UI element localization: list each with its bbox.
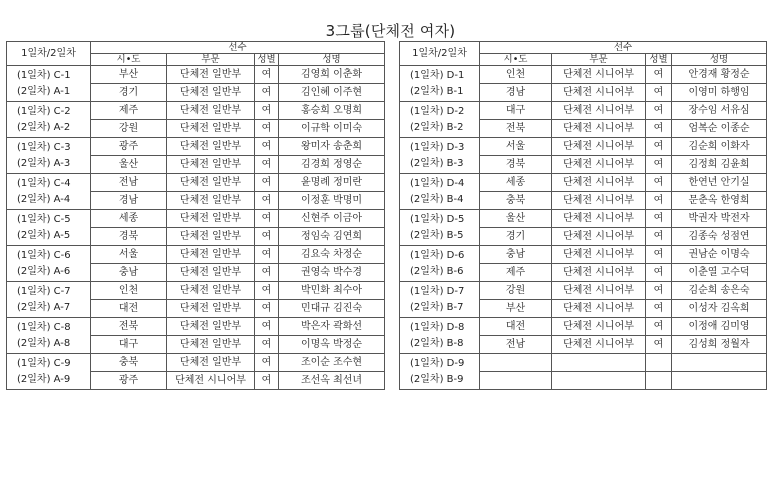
day2-slot: (2일차) B-8 [410, 337, 464, 349]
name-cell: 정임숙 김연희 [279, 228, 385, 246]
region-cell: 부산 [480, 300, 552, 318]
region-cell: 강원 [480, 282, 552, 300]
name-cell: 김순희 이화자 [672, 138, 767, 156]
name-cell: 윤명례 정미란 [279, 174, 385, 192]
name-cell: 신현주 이금아 [279, 210, 385, 228]
table-row [400, 174, 767, 192]
right-bracket-table [399, 41, 767, 390]
category-cell: 단체전 일반부 [167, 102, 255, 120]
day2-slot: (2일차) B-9 [410, 373, 464, 385]
gender-cell: 여 [646, 174, 672, 192]
day2-slot: (2일차) B-5 [410, 229, 464, 241]
region-cell: 인천 [480, 66, 552, 84]
day2-slot: (2일차) A-7 [17, 301, 71, 313]
day2-slot: (2일차) A-8 [17, 337, 71, 349]
match-slot-cell [7, 66, 91, 102]
region-cell: 경남 [91, 192, 167, 210]
table-row [400, 354, 767, 372]
day2-slot: (2일차) A-5 [17, 229, 71, 241]
region-cell: 울산 [91, 156, 167, 174]
day2-slot: (2일차) A-2 [17, 121, 71, 133]
gender-cell: 여 [646, 318, 672, 336]
day1-slot: (1일차) D-3 [410, 141, 465, 153]
name-cell: 김정희 김윤희 [672, 156, 767, 174]
gender-cell: 여 [255, 372, 279, 390]
region-cell: 강원 [91, 120, 167, 138]
page-title: 3그룹(단체전 여자) [325, 22, 456, 40]
region-cell: 대구 [91, 336, 167, 354]
table-row [7, 354, 385, 372]
category-cell: 단체전 일반부 [167, 84, 255, 102]
day1-slot: (1일차) C-6 [17, 249, 71, 261]
day2-slot: (2일차) A-6 [17, 265, 71, 277]
gender-cell: 여 [255, 282, 279, 300]
name-cell: 김종숙 성점연 [672, 228, 767, 246]
region-cell: 경북 [91, 228, 167, 246]
name-cell [672, 354, 767, 372]
name-cell: 김요숙 차정순 [279, 246, 385, 264]
gender-cell: 여 [255, 228, 279, 246]
category-cell [552, 372, 646, 390]
category-cell: 단체전 시니어부 [552, 192, 646, 210]
name-cell: 김인혜 이주현 [279, 84, 385, 102]
gender-cell: 여 [646, 228, 672, 246]
name-cell: 김영희 이춘화 [279, 66, 385, 84]
category-cell: 단체전 시니어부 [552, 210, 646, 228]
match-slot-cell [7, 246, 91, 282]
name-cell: 조이순 조수현 [279, 354, 385, 372]
category-cell: 단체전 일반부 [167, 174, 255, 192]
category-cell: 단체전 시니어부 [552, 102, 646, 120]
category-cell: 단체전 일반부 [167, 282, 255, 300]
table-row [400, 246, 767, 264]
table-row [400, 210, 767, 228]
match-slot-cell [400, 246, 480, 282]
match-slot-cell [7, 282, 91, 318]
gender-cell: 여 [646, 156, 672, 174]
region-cell: 대구 [480, 102, 552, 120]
category-cell [552, 354, 646, 372]
match-slot-cell [400, 66, 480, 102]
table-row [7, 138, 385, 156]
table-row [7, 282, 385, 300]
gender-cell: 여 [255, 156, 279, 174]
region-cell: 세종 [480, 174, 552, 192]
day1-slot: (1일차) D-7 [410, 285, 465, 297]
day2-slot: (2일차) B-3 [410, 157, 464, 169]
category-cell: 단체전 시니어부 [552, 300, 646, 318]
category-cell: 단체전 일반부 [167, 120, 255, 138]
category-cell: 단체전 일반부 [167, 336, 255, 354]
match-slot-cell [7, 354, 91, 390]
day2-slot: (2일차) B-4 [410, 193, 464, 205]
name-cell: 이성자 김옥희 [672, 300, 767, 318]
name-header: 성명 [672, 54, 767, 66]
name-cell: 이정애 김미영 [672, 318, 767, 336]
region-cell [480, 372, 552, 390]
name-cell: 김경희 정영순 [279, 156, 385, 174]
table-row [400, 66, 767, 84]
region-cell: 전북 [480, 120, 552, 138]
day1-slot: (1일차) D-8 [410, 321, 465, 333]
gender-cell: 여 [255, 336, 279, 354]
gender-cell: 여 [255, 192, 279, 210]
name-cell [672, 372, 767, 390]
category-header: 부문 [167, 54, 255, 66]
category-cell: 단체전 시니어부 [552, 174, 646, 192]
match-slot-cell [400, 318, 480, 354]
gender-cell: 여 [255, 300, 279, 318]
region-cell: 전북 [91, 318, 167, 336]
name-cell: 민대규 김진숙 [279, 300, 385, 318]
name-cell: 이영미 하행임 [672, 84, 767, 102]
day1-slot: (1일차) D-6 [410, 249, 465, 261]
region-cell: 인천 [91, 282, 167, 300]
region-header: 시•도 [91, 54, 167, 66]
gender-cell: 여 [646, 246, 672, 264]
day2-slot: (2일차) B-1 [410, 85, 464, 97]
day2-slot: (2일차) A-9 [17, 373, 71, 385]
day1-slot: (1일차) C-5 [17, 213, 71, 225]
table-row [7, 66, 385, 84]
day2-slot: (2일차) A-3 [17, 157, 71, 169]
table-row [400, 318, 767, 336]
category-cell: 단체전 시니어부 [552, 228, 646, 246]
match-slot-cell [400, 282, 480, 318]
name-cell: 이정훈 박명미 [279, 192, 385, 210]
gender-cell: 여 [646, 84, 672, 102]
gender-cell: 여 [646, 120, 672, 138]
player-header: 선수 [480, 42, 767, 54]
table-row [7, 318, 385, 336]
gender-cell: 여 [646, 192, 672, 210]
name-header: 성명 [279, 54, 385, 66]
gender-cell: 여 [255, 84, 279, 102]
region-cell: 제주 [91, 102, 167, 120]
region-cell: 울산 [480, 210, 552, 228]
category-cell: 단체전 시니어부 [167, 372, 255, 390]
name-cell: 한연년 안기실 [672, 174, 767, 192]
category-cell: 단체전 일반부 [167, 228, 255, 246]
name-cell: 박권자 박전자 [672, 210, 767, 228]
category-cell: 단체전 일반부 [167, 246, 255, 264]
region-cell: 대전 [480, 318, 552, 336]
day2-slot: (2일차) B-2 [410, 121, 464, 133]
category-cell: 단체전 시니어부 [552, 66, 646, 84]
match-slot-cell [400, 354, 480, 390]
gender-cell: 여 [255, 264, 279, 282]
table-row [7, 174, 385, 192]
category-cell: 단체전 일반부 [167, 192, 255, 210]
day1-slot: (1일차) D-1 [410, 69, 465, 81]
gender-cell: 여 [255, 354, 279, 372]
match-slot-cell [7, 318, 91, 354]
category-header: 부문 [552, 54, 646, 66]
region-cell: 서울 [480, 138, 552, 156]
match-slot-cell [7, 174, 91, 210]
match-slot-cell [400, 102, 480, 138]
category-cell: 단체전 시니어부 [552, 84, 646, 102]
category-cell: 단체전 일반부 [167, 66, 255, 84]
category-cell: 단체전 일반부 [167, 354, 255, 372]
match-slot-cell [7, 210, 91, 246]
category-cell: 단체전 시니어부 [552, 264, 646, 282]
day-header: 1일차/2일차 [7, 42, 91, 66]
gender-cell [646, 354, 672, 372]
region-cell: 경기 [91, 84, 167, 102]
category-cell: 단체전 일반부 [167, 138, 255, 156]
day2-slot: (2일차) B-7 [410, 301, 464, 313]
name-cell: 장수임 서유심 [672, 102, 767, 120]
day1-slot: (1일차) D-9 [410, 357, 465, 369]
day1-slot: (1일차) D-2 [410, 105, 465, 117]
match-slot-cell [400, 210, 480, 246]
category-cell: 단체전 시니어부 [552, 138, 646, 156]
region-cell: 대전 [91, 300, 167, 318]
name-cell: 이규학 이미숙 [279, 120, 385, 138]
name-cell: 이춘열 고수덕 [672, 264, 767, 282]
region-header: 시•도 [480, 54, 552, 66]
category-cell: 단체전 일반부 [167, 210, 255, 228]
gender-cell: 여 [255, 102, 279, 120]
name-cell: 조선옥 최선녀 [279, 372, 385, 390]
category-cell: 단체전 시니어부 [552, 318, 646, 336]
day1-slot: (1일차) C-1 [17, 69, 71, 81]
gender-header: 성별 [255, 54, 279, 66]
gender-cell: 여 [255, 246, 279, 264]
left-bracket-table [6, 41, 385, 390]
gender-cell: 여 [646, 138, 672, 156]
day-header: 1일차/2일차 [400, 42, 480, 66]
region-cell: 광주 [91, 372, 167, 390]
name-cell: 박은자 곽화선 [279, 318, 385, 336]
gender-cell: 여 [646, 282, 672, 300]
name-cell: 문춘옥 한영희 [672, 192, 767, 210]
day1-slot: (1일차) C-9 [17, 357, 71, 369]
table-row [400, 102, 767, 120]
gender-cell [646, 372, 672, 390]
table-row [400, 282, 767, 300]
day2-slot: (2일차) A-4 [17, 193, 71, 205]
gender-cell: 여 [646, 102, 672, 120]
region-cell: 광주 [91, 138, 167, 156]
day1-slot: (1일차) D-4 [410, 177, 465, 189]
gender-cell: 여 [255, 318, 279, 336]
match-slot-cell [400, 174, 480, 210]
region-cell: 세종 [91, 210, 167, 228]
table-row [7, 246, 385, 264]
category-cell: 단체전 시니어부 [552, 156, 646, 174]
day1-slot: (1일차) C-4 [17, 177, 71, 189]
gender-cell: 여 [646, 66, 672, 84]
region-cell: 충남 [480, 246, 552, 264]
region-cell: 충남 [91, 264, 167, 282]
day1-slot: (1일차) C-2 [17, 105, 71, 117]
name-cell: 김성희 정월자 [672, 336, 767, 354]
gender-cell: 여 [255, 66, 279, 84]
table-row [7, 210, 385, 228]
category-cell: 단체전 시니어부 [552, 282, 646, 300]
region-cell: 전남 [91, 174, 167, 192]
region-cell: 전남 [480, 336, 552, 354]
gender-cell: 여 [646, 300, 672, 318]
match-slot-cell [7, 138, 91, 174]
region-cell: 제주 [480, 264, 552, 282]
name-cell: 홍승희 오명희 [279, 102, 385, 120]
region-cell: 경북 [480, 156, 552, 174]
gender-cell: 여 [255, 138, 279, 156]
day1-slot: (1일차) D-5 [410, 213, 465, 225]
region-cell: 충북 [480, 192, 552, 210]
day1-slot: (1일차) C-7 [17, 285, 71, 297]
name-cell: 왕미자 송춘희 [279, 138, 385, 156]
table-row [7, 102, 385, 120]
category-cell: 단체전 일반부 [167, 300, 255, 318]
name-cell: 권영숙 박수경 [279, 264, 385, 282]
match-slot-cell [400, 138, 480, 174]
region-cell: 부산 [91, 66, 167, 84]
gender-cell: 여 [255, 210, 279, 228]
gender-cell: 여 [646, 210, 672, 228]
name-cell: 안경재 황정순 [672, 66, 767, 84]
name-cell: 엄복순 이종순 [672, 120, 767, 138]
category-cell: 단체전 일반부 [167, 264, 255, 282]
name-cell: 권남순 이명숙 [672, 246, 767, 264]
gender-header: 성별 [646, 54, 672, 66]
name-cell: 이명옥 박정순 [279, 336, 385, 354]
gender-cell: 여 [255, 174, 279, 192]
region-cell: 경기 [480, 228, 552, 246]
region-cell [480, 354, 552, 372]
match-slot-cell [7, 102, 91, 138]
category-cell: 단체전 일반부 [167, 318, 255, 336]
name-cell: 김순희 송은숙 [672, 282, 767, 300]
gender-cell: 여 [646, 264, 672, 282]
category-cell: 단체전 시니어부 [552, 120, 646, 138]
region-cell: 서울 [91, 246, 167, 264]
region-cell: 충북 [91, 354, 167, 372]
gender-cell: 여 [646, 336, 672, 354]
region-cell: 경남 [480, 84, 552, 102]
name-cell: 박민화 최수아 [279, 282, 385, 300]
player-header: 선수 [91, 42, 385, 54]
day1-slot: (1일차) C-8 [17, 321, 71, 333]
gender-cell: 여 [255, 120, 279, 138]
category-cell: 단체전 일반부 [167, 156, 255, 174]
day2-slot: (2일차) B-6 [410, 265, 464, 277]
table-row [400, 138, 767, 156]
day1-slot: (1일차) C-3 [17, 141, 71, 153]
day2-slot: (2일차) A-1 [17, 85, 71, 97]
category-cell: 단체전 시니어부 [552, 246, 646, 264]
category-cell: 단체전 시니어부 [552, 336, 646, 354]
